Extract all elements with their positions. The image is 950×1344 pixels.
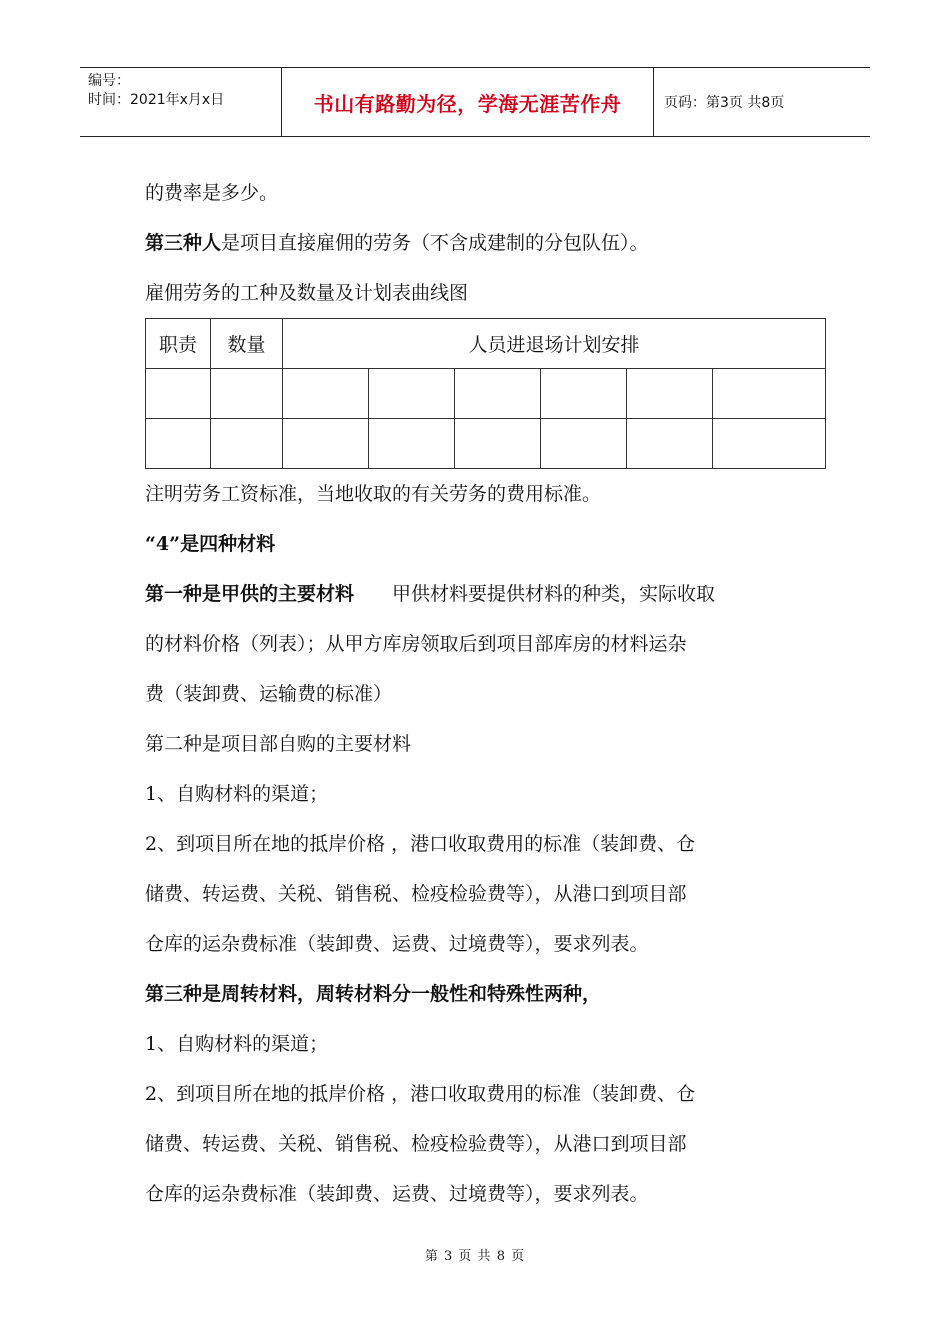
header-cell-quantity: 数量 bbox=[211, 319, 283, 369]
table-cell bbox=[455, 369, 541, 419]
header-id-label: 编号： bbox=[88, 73, 130, 89]
table-cell bbox=[146, 419, 211, 469]
labor-plan-table bbox=[145, 318, 826, 469]
table-cell bbox=[369, 369, 455, 419]
header-meta bbox=[80, 68, 282, 136]
bold-lead: 第一种是甲供的主要材料 bbox=[145, 583, 355, 605]
document-body bbox=[145, 168, 825, 1219]
table-cell bbox=[283, 369, 369, 419]
table-cell bbox=[713, 369, 826, 419]
table-header-row bbox=[146, 319, 826, 369]
paragraph: 仓库的运杂费标准（装卸费、运费、过境费等），要求列表。 bbox=[145, 933, 649, 955]
header-date: 时间：2021年x月x日 bbox=[88, 92, 225, 108]
table-cell bbox=[211, 369, 283, 419]
paragraph bbox=[145, 218, 825, 268]
header-cell-schedule: 人员进退场计划安排 bbox=[283, 319, 826, 369]
section-heading: “4”是四种材料 bbox=[145, 533, 276, 555]
table-row bbox=[146, 369, 826, 419]
table-cell bbox=[627, 419, 713, 469]
table-cell bbox=[211, 419, 283, 469]
list-item: 2、到项目所在地的抵岸价格 ，港口收取费用的标准（装卸费、仓 bbox=[145, 1083, 696, 1105]
paragraph-text: 甲供材料要提供材料的种类，实际收取 bbox=[392, 583, 716, 605]
paragraph: 第二种是项目部自购的主要材料 bbox=[145, 733, 412, 755]
section-heading: 第三种是周转材料，周转材料分一般性和特殊性两种， bbox=[145, 983, 602, 1005]
table-cell bbox=[283, 419, 369, 469]
paragraph: 的材料价格（列表）；从甲方库房领取后到项目部库房的材料运杂 bbox=[145, 633, 687, 655]
table-cell bbox=[455, 419, 541, 469]
paragraph: 储费、转运费、关税、销售税、检疫检验费等），从港口到项目部 bbox=[145, 1133, 687, 1155]
paragraph: 费（装卸费、运输费的标准） bbox=[145, 683, 393, 705]
list-item: 1、自购材料的渠道； bbox=[145, 1033, 329, 1055]
paragraph-text: 是项目直接雇佣的劳务（不含成建制的分包队伍）。 bbox=[221, 232, 649, 254]
header-motto: 书山有路勤为径，学海无涯苦作舟 bbox=[282, 68, 654, 136]
paragraph: 的费率是多少。 bbox=[145, 182, 279, 204]
table-cell bbox=[369, 419, 455, 469]
page-header bbox=[80, 67, 870, 137]
page-footer: 第 3 页 共 8 页 bbox=[424, 1249, 526, 1264]
header-cell-duty: 职责 bbox=[146, 319, 211, 369]
table-cell bbox=[146, 369, 211, 419]
list-item: 2、到项目所在地的抵岸价格 ，港口收取费用的标准（装卸费、仓 bbox=[145, 833, 696, 855]
paragraph bbox=[145, 569, 825, 619]
table-cell bbox=[541, 419, 627, 469]
list-item: 1、自购材料的渠道； bbox=[145, 783, 329, 805]
header-page-info: 页码：第3页 共8页 bbox=[664, 95, 785, 111]
table-cell bbox=[627, 369, 713, 419]
paragraph: 储费、转运费、关税、销售税、检疫检验费等），从港口到项目部 bbox=[145, 883, 687, 905]
table-caption: 雇佣劳务的工种及数量及计划表曲线图 bbox=[145, 282, 469, 304]
paragraph: 仓库的运杂费标准（装卸费、运费、过境费等），要求列表。 bbox=[145, 1183, 649, 1205]
bold-lead: 第三种人 bbox=[145, 232, 222, 254]
paragraph: 注明劳务工资标准，当地收取的有关劳务的费用标准。 bbox=[145, 483, 602, 505]
table-cell bbox=[713, 419, 826, 469]
table-row bbox=[146, 419, 826, 469]
table-cell bbox=[541, 369, 627, 419]
